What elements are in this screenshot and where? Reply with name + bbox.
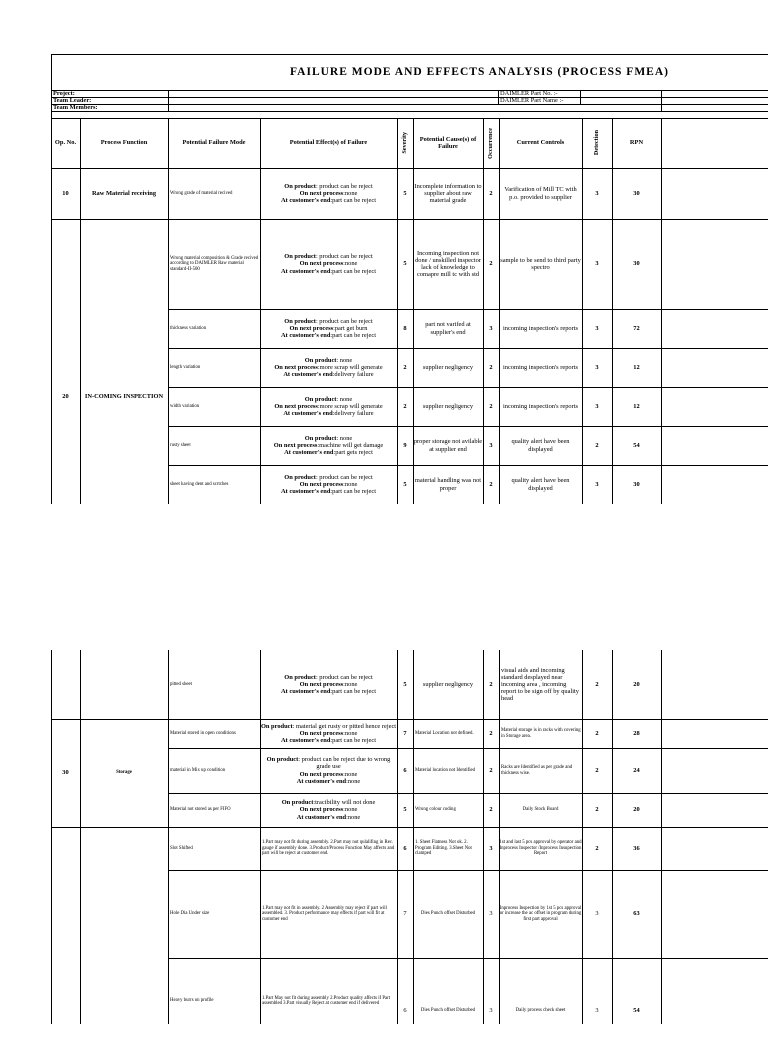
- effect-label-customer: At customer's end: [281, 197, 331, 205]
- effect-label-product: On product: [284, 317, 316, 325]
- rule: [51, 650, 52, 1024]
- rpn: 12: [633, 402, 640, 410]
- control: sample to be send to third party spectro: [500, 256, 581, 271]
- effect-label-product: On product: [284, 473, 316, 481]
- effect-label-next: On next process: [299, 480, 344, 488]
- effect-label-product: On product: [284, 182, 316, 190]
- rpn: 20: [633, 806, 640, 814]
- col-severity-cell: [397, 118, 413, 168]
- occurrence: 2: [489, 260, 493, 268]
- effect-next: :part get burn: [333, 324, 368, 332]
- effect-product: : product can be reject due to wrong grade use: [298, 756, 391, 771]
- cause: proper storage not avilable at supplier end: [413, 438, 483, 453]
- control: visual aids and incoming standard desplayed near incoming area , incoming report to be sign off by quality head: [501, 666, 579, 703]
- control: Material storage is in racks with covering in Storage area.: [501, 728, 581, 739]
- detection: 3: [595, 324, 599, 332]
- team-leader-label: Team Leader:: [53, 97, 92, 104]
- effects: 1.Part may not fit in assembly. 2 Assembly may reject if part will assembled. 3. Product performance may effects if part will fit at customer end: [262, 905, 387, 922]
- effect-label-next: On next process: [299, 770, 344, 778]
- effect-next: :none: [343, 480, 358, 488]
- occurrence: 2: [489, 766, 493, 774]
- failure-mode: sheet having dent and scrtches: [170, 481, 229, 487]
- team-members-label: Team Members:: [53, 104, 98, 111]
- detection: 3: [595, 910, 599, 918]
- cause: material handling was not proper: [414, 477, 482, 492]
- failure-mode: pitted sheet: [170, 681, 192, 687]
- rpn: 30: [633, 260, 640, 268]
- occurrence: 2: [489, 680, 493, 688]
- severity: 5: [403, 480, 407, 488]
- effect-product: : product can be reject: [315, 182, 373, 190]
- effects: 1.Part may not fit during assembly. 2.Part may not qulalifing in Rec. gauge if assembly done. 3.Product/Process Function May affects and part will be reject at customer end.: [262, 840, 395, 857]
- effect-customer: :part can be reject: [330, 737, 376, 745]
- severity: 8: [403, 324, 407, 332]
- process-function: Raw Material receiving: [91, 189, 157, 197]
- effect-customer: :none: [346, 777, 361, 785]
- effect-product: : none: [336, 356, 353, 364]
- cause: Dies Punch offset Disturbed: [420, 1008, 476, 1014]
- severity: 9: [403, 441, 407, 449]
- effect-customer: :part can be reject: [330, 488, 376, 496]
- effect-next: :machine will get damage: [317, 441, 384, 449]
- effect-label-next: On next process: [299, 680, 344, 688]
- rpn: 30: [633, 480, 640, 488]
- part-name-label: DAIMLER Part Name :-: [500, 97, 564, 104]
- severity: 5: [403, 680, 407, 688]
- detection: 2: [595, 680, 599, 688]
- severity: 6: [403, 766, 407, 774]
- detection: 2: [595, 766, 599, 774]
- cause: Material location not Identified: [415, 767, 476, 773]
- effect-customer: :part gets reject: [333, 449, 373, 457]
- effects: [260, 309, 397, 348]
- process-function: IN-COMING INSPECTION: [84, 392, 164, 400]
- effect-label-product: On product: [304, 395, 337, 403]
- severity: 7: [403, 910, 407, 918]
- severity: 6: [403, 1007, 407, 1015]
- rpn: 36: [633, 844, 640, 852]
- detection: 3: [595, 402, 599, 410]
- effect-next: :none: [343, 729, 358, 737]
- effect-next: :more scrap will generate: [317, 363, 383, 371]
- effect-label-customer: At customer's end: [284, 449, 334, 457]
- effect-next: :none: [343, 680, 358, 688]
- failure-mode: Wrong grade of material recived: [170, 190, 233, 196]
- control: Varification of Mill TC with p.o. provided to supplier: [504, 186, 577, 201]
- effect-label-product: On product: [304, 356, 337, 364]
- cause: Incomplete information to supplier about raw material grade: [414, 182, 482, 205]
- cause: 1. Sheet Flatness Not ok. 2. Program Editing. 3.Sheet Not clamped: [415, 840, 472, 857]
- rule: [661, 118, 662, 504]
- effect-label-customer: At customer's end: [296, 813, 347, 821]
- control: incoming inspection's reports: [503, 363, 578, 371]
- rpn: 20: [633, 680, 640, 688]
- effect-label-customer: At customer's end: [281, 688, 331, 696]
- failure-mode: Material stored in open conditions: [170, 730, 236, 736]
- severity: 2: [403, 363, 407, 371]
- rule: [168, 90, 169, 111]
- col-process-function: Process Function: [100, 139, 148, 147]
- control: quality alert have been displayed: [511, 438, 570, 453]
- effect-product: : none: [336, 395, 353, 403]
- effects: [260, 719, 397, 748]
- control: incoming inspection's reports: [503, 324, 578, 332]
- effect-label-next: On next process: [299, 189, 344, 197]
- effect-product: : product can be reject: [315, 253, 373, 261]
- effect-label-next: On next process: [273, 441, 318, 449]
- effects: [260, 219, 397, 309]
- effect-label-next: On next process: [274, 363, 318, 371]
- effect-label-next: On next process: [299, 729, 344, 737]
- occurrence: 2: [489, 480, 493, 488]
- effect-product: : product can be reject: [315, 473, 373, 481]
- effect-label-product: On product: [281, 799, 314, 807]
- rule: [661, 90, 662, 111]
- effect-next: :none: [343, 806, 358, 814]
- rpn: 63: [633, 910, 640, 918]
- effect-next: :none: [343, 189, 358, 197]
- effects: [260, 168, 397, 219]
- effect-label-customer: At customer's end: [281, 332, 331, 340]
- effect-label-customer: At customer's end: [283, 410, 333, 418]
- rule: [80, 650, 81, 1024]
- effects: [260, 387, 397, 426]
- op-number: 10: [62, 189, 69, 197]
- document-title: FAILURE MODE AND EFFECTS ANALYSIS (PROCESS FMEA): [290, 66, 669, 78]
- control: Daily process check sheet: [515, 1008, 566, 1014]
- effects: [260, 748, 397, 793]
- occurrence: 3: [489, 324, 493, 332]
- effect-product: : material get rusty or pitted hence reject: [292, 722, 397, 730]
- effect-label-customer: At customer's end: [281, 267, 331, 275]
- failure-mode: thickness variation: [170, 325, 207, 331]
- col-op-no: Op. No.: [54, 139, 77, 147]
- cause: Wrong colour coding: [415, 807, 456, 813]
- rule: [51, 111, 768, 112]
- occurrence: 2: [489, 189, 493, 197]
- effects: [260, 793, 397, 827]
- occurrence: 3: [489, 1007, 493, 1015]
- col-effects: Potential Effect(s) of Failure: [289, 139, 368, 147]
- severity: 5: [403, 189, 407, 197]
- effect-customer: :none: [346, 813, 361, 821]
- occurrence: 2: [489, 402, 493, 410]
- occurrence: 2: [489, 806, 493, 814]
- process-function: Storage: [116, 770, 132, 776]
- effect-label-next: On next process: [299, 806, 344, 814]
- effect-customer: :part can be reject: [330, 332, 376, 340]
- rpn: 72: [633, 324, 640, 332]
- effect-label-customer: At customer's end: [296, 777, 347, 785]
- failure-mode: Hole Dia Under size: [170, 911, 210, 917]
- effect-label-customer: At customer's end: [281, 488, 331, 496]
- op-number: 20: [62, 392, 69, 400]
- control: Daily Stock Board: [522, 807, 559, 813]
- control: Inprocess Inspection by 1st 5 pcs approval or increase the ac offset in program during first part approval: [499, 905, 582, 922]
- col-rpn: RPN: [629, 139, 644, 147]
- detection: 3: [595, 1007, 599, 1015]
- failure-mode: width variation: [170, 403, 200, 409]
- col-detection: Detection: [592, 130, 600, 156]
- effects: [260, 465, 397, 504]
- rpn: 24: [633, 766, 640, 774]
- effect-customer: :delivery failure: [332, 410, 374, 418]
- control: quality alert have been displayed: [511, 477, 570, 492]
- detection: 3: [595, 363, 599, 371]
- occurrence: 3: [489, 844, 493, 852]
- col-severity: Severity: [400, 132, 408, 154]
- detection: 2: [595, 844, 599, 852]
- rpn: 30: [633, 189, 640, 197]
- effect-customer: :part can be reject: [330, 688, 376, 696]
- effect-customer: :delivery failure: [332, 371, 374, 379]
- col-occurrence: Occurrence: [486, 127, 494, 159]
- effect-label-next: On next process: [289, 324, 334, 332]
- part-no-label: DAIMLER Part No. :-: [500, 90, 558, 97]
- cause: Material Location not defined.: [415, 730, 474, 736]
- effect-next: :none: [343, 260, 358, 268]
- detection: 3: [595, 189, 599, 197]
- effect-next: :more scrap will generate: [317, 402, 383, 410]
- project-label: Project:: [53, 90, 75, 97]
- failure-mode: Wrong material composition & Grade recived according to DAIMLER Raw material standard-II-500: [170, 255, 259, 272]
- cause: part not varifed at supplier's end: [425, 321, 471, 336]
- cause: Dies Punch offset Disturbed: [420, 911, 476, 917]
- op-number: 30: [62, 769, 69, 777]
- frame-top: [51, 54, 768, 55]
- col-causes: Potential Cause(s) of Failure: [419, 135, 477, 150]
- effect-label-product: On product: [260, 722, 293, 730]
- effect-customer: :part can be reject: [330, 267, 376, 275]
- failure-mode: Slot Shifted: [170, 845, 193, 851]
- occurrence: 2: [489, 363, 493, 371]
- effects: [260, 348, 397, 387]
- severity: 5: [403, 806, 407, 814]
- detection: 2: [595, 806, 599, 814]
- detection: 2: [595, 729, 599, 737]
- failure-mode: Material not stored as per FIFO: [170, 807, 231, 813]
- col-detection-cell: [582, 118, 612, 168]
- rule: [498, 90, 499, 104]
- effect-label-next: On next process: [274, 402, 318, 410]
- severity: 6: [403, 844, 407, 852]
- control: 1st and last 5 pcs approval by operator and Inprocess Inspector /Inprocess Insupection Report: [499, 840, 582, 857]
- effect-product: : product can be reject: [315, 317, 373, 325]
- effects: [260, 426, 397, 465]
- detection: 3: [595, 480, 599, 488]
- rpn: 54: [633, 1007, 640, 1015]
- rpn: 28: [633, 729, 640, 737]
- failure-mode: material in Mix up condition: [170, 767, 226, 773]
- cause: Incoming inspection not done / unskilled inspector lack of knowledge to comapre mill tc with std: [415, 249, 481, 279]
- col-occurrence-cell: [483, 118, 499, 168]
- effect-label-next: On next process: [299, 260, 344, 268]
- cause: supplier negligency: [422, 402, 474, 410]
- control: incoming inspection's reports: [503, 402, 578, 410]
- severity: 5: [403, 260, 407, 268]
- effect-label-product: On product: [284, 253, 316, 261]
- effect-next: :none: [343, 770, 358, 778]
- control: Racks are Identified as per grade and thickness wise.: [501, 765, 573, 776]
- failure-mode: rusty sheet: [170, 442, 191, 448]
- effect-label-product: On product: [284, 673, 316, 681]
- severity: 7: [403, 729, 407, 737]
- rpn: 12: [633, 363, 640, 371]
- effect-label-product: On product: [304, 434, 337, 442]
- effect-customer: :part can be reject: [330, 197, 376, 205]
- cause: supplier negligency: [422, 680, 474, 688]
- failure-mode: Heavy burrs on profile: [170, 998, 214, 1004]
- cause: supplier negligency: [422, 363, 474, 371]
- effects: 1.Part May not fit during assembly 2.Product quality affects if Part assembled 3.Part visually Reject at customer end if delivered: [262, 995, 391, 1006]
- occurrence: 3: [489, 441, 493, 449]
- failure-mode: length variation: [170, 364, 201, 370]
- rpn: 54: [633, 441, 640, 449]
- effect-label-product: On product: [266, 756, 299, 764]
- effects: [260, 650, 397, 719]
- effect-product: :tracibility will not done: [313, 799, 376, 807]
- occurrence: 2: [489, 729, 493, 737]
- col-controls: Current Controls: [516, 139, 565, 147]
- occurrence: 3: [489, 910, 493, 918]
- effect-product: : none: [336, 434, 353, 442]
- detection: 2: [595, 441, 599, 449]
- severity: 2: [403, 402, 407, 410]
- rule: [580, 90, 581, 104]
- effect-label-customer: At customer's end: [283, 371, 333, 379]
- col-failure-mode: Potential Failure Mode: [182, 139, 246, 147]
- rule: [661, 650, 662, 1024]
- effect-product: : product can be reject: [315, 673, 373, 681]
- detection: 3: [595, 260, 599, 268]
- effect-label-customer: At customer's end: [281, 737, 331, 745]
